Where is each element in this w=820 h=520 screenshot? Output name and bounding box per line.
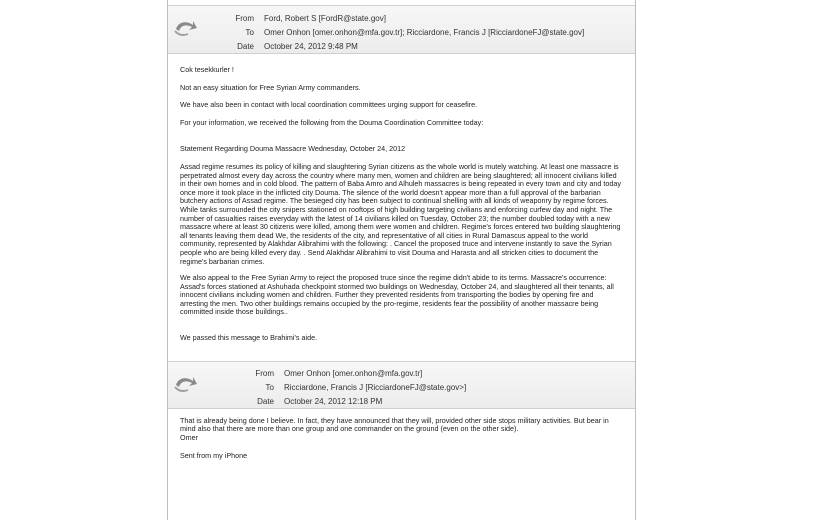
to-label: To (245, 28, 254, 37)
reply-arrow-icon (172, 371, 198, 397)
email-body-2 (168, 417, 635, 461)
statement-title: Statement Regarding Douma Massacre Wednesday, October 24, 2012 (180, 144, 406, 154)
signature: Omer (180, 432, 198, 442)
from-value[interactable]: Omer Onhon [omer.onhon@mfa.gov.tr] (284, 368, 423, 378)
date-label: Date (257, 396, 274, 406)
closing-line: We passed this message to Brahimi's aide. (180, 333, 318, 343)
body-line: For your information, we received the following from the Douma Coordination Committee today: (180, 117, 484, 127)
to-value[interactable]: Omer Onhon [omer.onhon@mfa.gov.tr]; Ricciardone, Francis J [RicciardoneFJ@state.gov] (264, 28, 585, 37)
date-value: October 24, 2012 12:18 PM (284, 396, 383, 406)
email-thread (167, 0, 636, 520)
body-line: Not an easy situation for Free Syrian Army commanders. (180, 82, 361, 92)
email-header-2 (168, 361, 635, 409)
statement-paragraph: Assad regime resumes its policy of killing and slaughtering Syrian citizens as the whole world is mutely watching. At least one massacre is perpetrated almost every day across the country where many men, women and children are being slaughtered; all innocent civilians killed in their own homes and in cold blood. The pattern of Baba Amro and Alhuleh massacres is being repeated in every town and city and today once more it took place in the inflicted city Douma. The silence of the world doesn't appear more than a full approval of the barbarian butchery actions of Assad regime. The besieged city has been subject to continual shelling with all kinds of weaponry by regime forces. While tanks surrounded the city snipers stationed on rooftops of high building targeting civilians and enforcing curfew day and night. The number of casualties raises everyday with the latest of 14 civilians killed on Tuesday, October 23; the number doubled today with a new massacre where at least 30 citizens were killed, among them were women and children. Regime's forces entered two building slaughtering all tenants leaving them dead We, the residents of the city, and representative of all cities in Rural Damascus appeal to the world community, represented by Alakhdar Alibrahimi with the following: . Cancel the proposed truce and intervene instantly to save the Syrian people who are being killed every day. . Send Alakhdar Alibrahimi to visit Douma and Harasta and all stricken cities to document the regime's barbarian crimes. (180, 161, 621, 266)
from-label: From (235, 14, 254, 23)
greeting: Cok tesekkurler ! (180, 65, 234, 74)
date-value: October 24, 2012 9:48 PM (264, 42, 358, 51)
reply-paragraph: That is already being done I believe. In fact, they have announced that they will, provided other side stops military activities. But bear in mind also that there are more than one group and one commander on the ground (even on the other side). (180, 415, 609, 434)
from-label: From (255, 368, 274, 378)
to-label: To (265, 382, 274, 392)
email-body-1 (168, 66, 635, 343)
to-value[interactable]: Ricciardone, Francis J [RicciardoneFJ@state.gov>] (284, 382, 467, 392)
from-value[interactable]: Ford, Robert S [FordR@state.gov] (264, 14, 386, 23)
email-header-1 (168, 5, 635, 54)
body-line: We have also been in contact with local coordination committees urging support for ceasefire. (180, 100, 478, 110)
date-label: Date (237, 42, 254, 51)
sent-from: Sent from my iPhone (180, 451, 248, 461)
reply-arrow-icon (172, 15, 198, 41)
statement-paragraph: We also appeal to the Free Syrian Army to reject the proposed truce since the regime didn't abide to its terms. Massacre's occurrence: Assad's forces stationed at Ashuhada checkpoint stormed two buildings on Wednesday, October 24, and slaughtered all their tenants, all innocent civilians including women and children. Further they prevented residents from transporting the bodies by opening fire and arresting the men. Two other buildings remains occupied by the pro-regime, residents fear the possibility of another massacre being committed inside those buildings.. (180, 273, 614, 317)
